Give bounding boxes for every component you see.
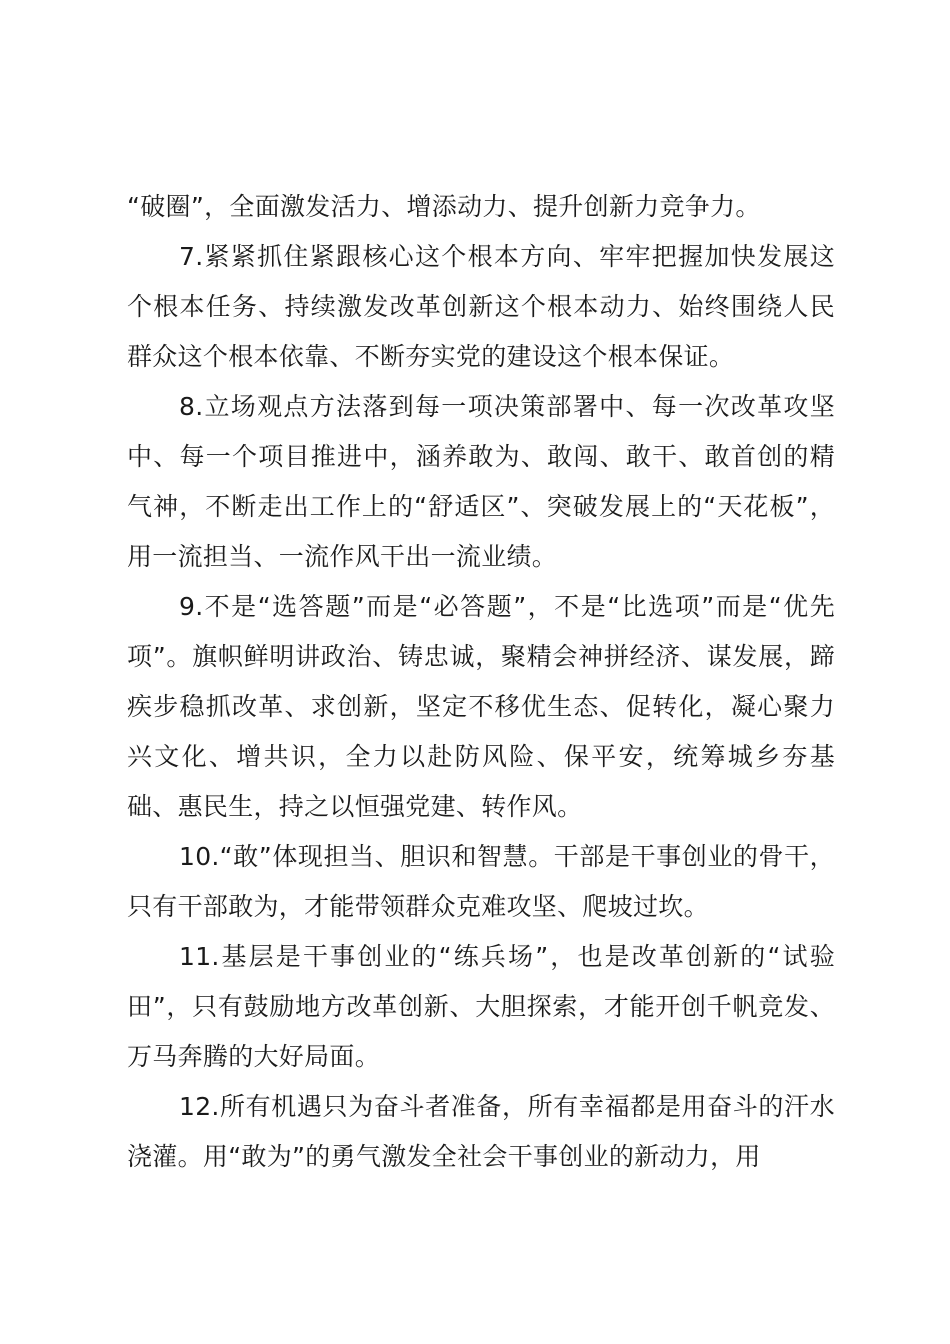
- paragraph-item-12: 12.所有机遇只为奋斗者准备，所有幸福都是用奋斗的汗水浇灌。用“敢为”的勇气激发全社会干事创业的新动力，用: [127, 1092, 835, 1171]
- paragraph-item-11: 11.基层是干事创业的“练兵场”，也是改革创新的“试验田”，只有鼓励地方改革创新、大胆探索，才能开创千帆竞发、万马奔腾的大好局面。: [127, 942, 835, 1071]
- paragraph-item-7: 7.紧紧抓住紧跟核心这个根本方向、牢牢把握加快发展这个根本任务、持续激发改革创新这个根本动力、始终围绕人民群众这个根本依靠、不断夯实党的建设这个根本保证。: [127, 242, 835, 371]
- paragraph-continuation: “破圈”，全面激发活力、增添动力、提升创新力竞争力。: [127, 192, 761, 221]
- paragraph-item-8: 8.立场观点方法落到每一项决策部署中、每一次改革攻坚中、每一个项目推进中，涵养敢为、敢闯、敢干、敢首创的精气神，不断走出工作上的“舒适区”、突破发展上的“天花板”，用一流担当、一流作风干出一流业绩。: [127, 392, 835, 571]
- paragraph-item-10: 10.“敢”体现担当、胆识和智慧。干部是干事创业的骨干，只有干部敢为，才能带领群众克难攻坚、爬坡过坎。: [127, 842, 835, 921]
- paragraph-item-9: 9.不是“选答题”而是“必答题”，不是“比选项”而是“优先项”。旗帜鲜明讲政治、铸忠诚，聚精会神拼经济、谋发展，蹄疾步稳抓改革、求创新，坚定不移优生态、促转化，凝心聚力兴文化、增共识，全力以赴防风险、保平安，统筹城乡夯基础、惠民生，持之以恒强党建、转作风。: [127, 592, 835, 821]
- document-body: [127, 182, 835, 1182]
